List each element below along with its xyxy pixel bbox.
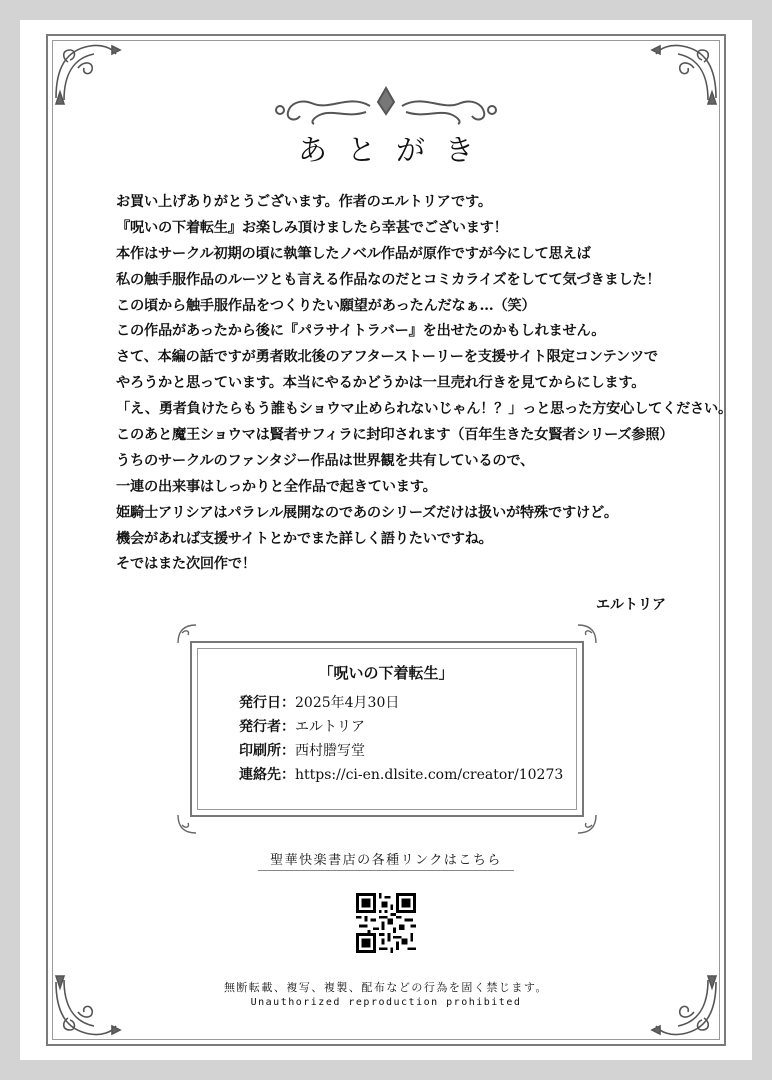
info-label: 連絡先： bbox=[239, 767, 295, 783]
body-line: うちのサークルのファンタジー作品は世界観を共有しているので、 bbox=[116, 452, 535, 469]
title-ornament bbox=[270, 84, 502, 130]
afterword-body bbox=[116, 190, 733, 578]
body-line: お買い上げありがとうございます。作者のエルトリアです。 bbox=[116, 194, 492, 210]
info-label: 発行日： bbox=[239, 695, 295, 711]
body-line: 姫騎士アリシアはパラレル展開なのであのシリーズだけは扱いが特殊ですけど。 bbox=[116, 504, 618, 521]
author-signature: エルトリア bbox=[596, 597, 666, 613]
body-line: この作品があったから後に『パラサイトラバー』を出せたのかもしれません。 bbox=[116, 323, 606, 340]
info-label: 印刷所： bbox=[239, 743, 295, 759]
body-line: 『呪いの下着転生』お楽しみ頂けましたら幸甚でございます！ bbox=[116, 219, 508, 236]
copyright-warning-jp: 無断転載、複写、複製、配布などの行為を固く禁じます。 bbox=[223, 981, 549, 994]
contact-link[interactable]: https://ci-en.dlsite.com/creator/10273 bbox=[295, 767, 564, 783]
info-value: 西村謄写堂 bbox=[295, 743, 365, 759]
copyright-warning-en: Unauthorized reproduction prohibited bbox=[250, 997, 522, 1008]
colophon-corner-top-right bbox=[576, 623, 598, 645]
info-row-contact bbox=[239, 763, 563, 787]
body-line: この頃から触手服作品をつくりたい願望があったんだなぁ…（笑） bbox=[116, 297, 536, 314]
info-row-printer bbox=[239, 739, 563, 763]
body-line: 機会があれば支援サイトとかでまた詳しく語りたいですね。 bbox=[116, 530, 493, 547]
info-label: 発行者： bbox=[239, 719, 295, 735]
colophon-corner-bottom-right bbox=[576, 813, 598, 835]
links-heading: 聖華快楽書店の各種リンクはこちら bbox=[270, 853, 502, 868]
book-title: 「呪いの下着転生」 bbox=[318, 664, 454, 682]
body-line: 「え、勇者負けたらもう誰もショウマ止められないじゃん！？」っと思った方安心してください。 bbox=[116, 401, 733, 418]
colophon-corner-top-left bbox=[176, 623, 198, 645]
corner-ornament-top-right bbox=[650, 38, 722, 110]
corner-ornament-top-left bbox=[50, 38, 122, 110]
links-divider bbox=[258, 870, 514, 871]
info-row-publisher bbox=[239, 715, 563, 739]
body-line: やろうかと思っています。本当にやるかどうかは一旦売れ行きを見てからにします。 bbox=[116, 375, 646, 392]
body-line: さて、本編の話ですが勇者敗北後のアフターストーリーを支援サイト限定コンテンツで bbox=[116, 349, 658, 366]
body-line: 本作はサークル初期の頃に執筆したノベル作品が原作ですが今にして思えば bbox=[116, 245, 591, 262]
info-row-date bbox=[239, 691, 563, 715]
colophon-info bbox=[239, 691, 563, 787]
body-line: そではまた次回作で！ bbox=[116, 556, 256, 573]
colophon-corner-bottom-left bbox=[176, 813, 198, 835]
info-value: 2025年4月30日 bbox=[295, 695, 400, 711]
page-title: あとがき bbox=[297, 133, 494, 167]
body-line: このあと魔王ショウマは賢者サフィラに封印されます（百年生きた女賢者シリーズ参照） bbox=[116, 427, 674, 444]
info-value: エルトリア bbox=[295, 719, 365, 735]
qr-code[interactable] bbox=[356, 893, 416, 953]
body-line: 私の触手服作品のルーツとも言える作品なのだとコミカライズをしてて気づきました！ bbox=[116, 271, 661, 288]
body-line: 一連の出来事はしっかりと全作品で起きています。 bbox=[116, 478, 437, 495]
